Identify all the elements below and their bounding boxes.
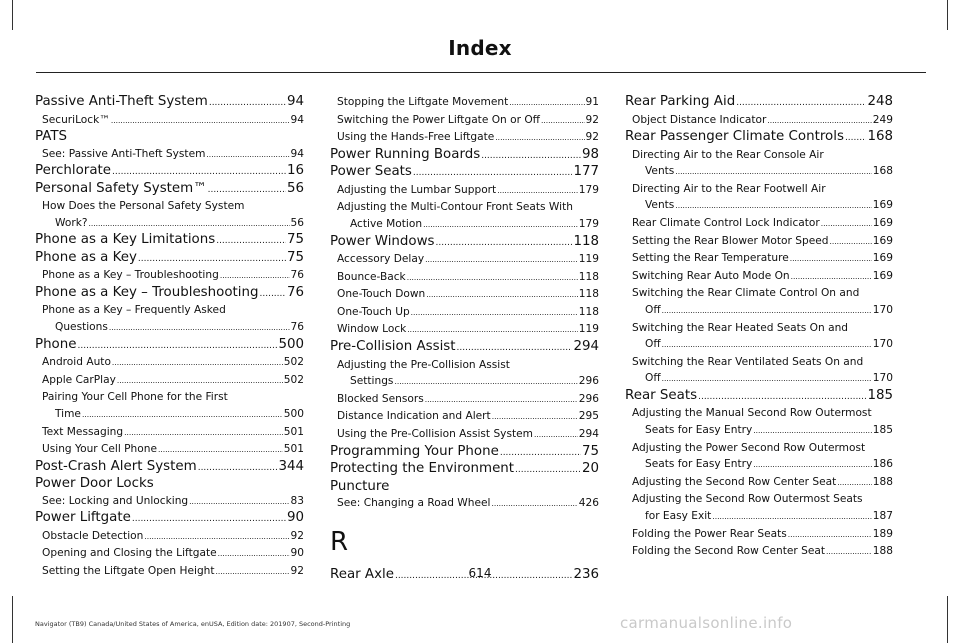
- entry-label: Power Seats: [330, 164, 412, 180]
- dot-leader: [77, 338, 277, 355]
- index-subentry-text: Adjusting the Multi-Contour Front Seats With: [337, 201, 573, 214]
- entry-label: Switching the Power Liftgate On or Off: [337, 113, 540, 126]
- entry-page-number: 185: [872, 424, 893, 436]
- entry-label: Phone as a Key – Troubleshooting: [42, 269, 219, 282]
- entry-page-number: 83: [290, 494, 304, 507]
- entry-page-number: 179: [578, 183, 599, 196]
- index-subentry: [625, 508, 893, 526]
- index-subentry: [35, 354, 304, 372]
- entry-page-number: 500: [283, 407, 304, 420]
- dot-leader: [500, 445, 581, 462]
- entry-label: Folding the Second Row Center Seat: [632, 545, 826, 558]
- entry-page-number: 169: [872, 199, 893, 212]
- index-subentry: [35, 493, 304, 511]
- dot-leader: [260, 286, 286, 303]
- entry-label: Pre-Collision Assist: [330, 339, 456, 355]
- entry-label: Off: [645, 303, 661, 316]
- entry-page-number: 169: [872, 252, 893, 265]
- dot-leader: [753, 423, 872, 440]
- dot-leader: [423, 217, 578, 234]
- entry-page-number: 179: [578, 217, 599, 230]
- index-column-2: [330, 94, 599, 584]
- entry-page-number: 296: [578, 375, 599, 388]
- entry-page-number: 94: [290, 147, 304, 160]
- entry-page-number: 189: [872, 527, 893, 540]
- page-title: Index: [448, 36, 512, 60]
- entry-page-number: 295: [578, 410, 599, 423]
- index-entry: [35, 94, 304, 112]
- entry-page-number: 76: [286, 284, 304, 300]
- dot-leader: [216, 233, 286, 250]
- index-subentry: [35, 424, 304, 442]
- entry-label: Vents: [645, 165, 675, 178]
- entry-label: Using the Pre-Collision Assist System: [337, 427, 533, 440]
- entry-page-number: 119: [578, 253, 599, 266]
- index-entry: [35, 250, 304, 268]
- entry-page-number: 170: [872, 303, 893, 316]
- index-entry: [35, 285, 304, 303]
- dot-leader: [675, 198, 871, 215]
- entry-page-number: 98: [581, 146, 599, 162]
- dot-leader: [497, 183, 578, 200]
- dot-leader: [826, 544, 872, 561]
- index-subentry: [625, 112, 893, 130]
- dot-leader: [138, 251, 286, 268]
- entry-page-number: 56: [286, 180, 304, 196]
- dot-leader: [411, 305, 578, 322]
- entry-page-number: 294: [573, 339, 599, 355]
- index-subentry: [330, 112, 599, 130]
- entry-page-number: 170: [872, 338, 893, 351]
- index-subentry: [330, 129, 599, 147]
- dot-leader: [426, 287, 578, 304]
- dot-leader: [206, 147, 289, 164]
- dot-leader: [791, 269, 872, 286]
- entry-label: for Easy Exit: [645, 509, 712, 522]
- index-subentry: [625, 456, 893, 474]
- index-entry: [35, 510, 304, 528]
- dot-leader: [88, 216, 289, 233]
- entry-page-number: 94: [286, 94, 304, 109]
- index-subentry: [625, 422, 893, 440]
- entry-page-number: 20: [581, 461, 599, 476]
- dot-leader: [837, 475, 871, 492]
- entry-label: Rear Axle: [330, 566, 394, 582]
- dot-leader: [712, 509, 871, 526]
- entry-page-number: 76: [290, 321, 304, 334]
- dot-leader: [515, 462, 581, 479]
- dot-leader: [662, 371, 872, 388]
- dot-leader: [509, 95, 584, 112]
- entry-label: Power Liftgate: [35, 510, 131, 526]
- entry-label: See: Passive Anti-Theft System: [42, 147, 206, 160]
- dot-leader: [767, 113, 871, 130]
- index-subentry: [35, 146, 304, 164]
- index-subentry: [625, 215, 893, 233]
- index-entry: [35, 181, 304, 199]
- entry-page-number: 236: [573, 566, 599, 582]
- dot-leader: [491, 496, 577, 513]
- index-subentry: [330, 391, 599, 409]
- dot-leader: [753, 457, 872, 474]
- dot-leader: [425, 252, 578, 269]
- entry-label: Seats for Easy Entry: [645, 458, 753, 471]
- entry-label: Off: [645, 338, 661, 351]
- entry-page-number: 16: [286, 163, 304, 179]
- index-entry: [35, 459, 304, 477]
- dot-leader: [144, 529, 289, 546]
- entry-page-number: 501: [283, 443, 304, 456]
- entry-page-number: 185: [867, 387, 893, 403]
- entry-label: One-Touch Down: [337, 288, 426, 301]
- entry-label: Folding the Power Rear Seats: [632, 527, 787, 540]
- index-entry: [330, 339, 599, 357]
- index-entry: [625, 94, 893, 112]
- entry-label: Window Lock: [337, 323, 407, 336]
- index-entry: [35, 337, 304, 355]
- title-divider: [36, 72, 926, 73]
- dot-leader: [111, 113, 290, 130]
- entry-page-number: 92: [585, 113, 599, 126]
- entry-label: Rear Climate Control Lock Indicator: [632, 216, 820, 229]
- dot-leader: [407, 270, 578, 287]
- dot-leader: [218, 546, 290, 563]
- entry-page-number: 248: [867, 94, 893, 109]
- dot-leader: [407, 322, 577, 339]
- index-subentry-text: Pairing Your Cell Phone for the First: [42, 391, 228, 404]
- dot-leader: [736, 95, 866, 112]
- index-subentry-text: Switching the Rear Heated Seats On and: [632, 321, 849, 334]
- entry-page-number: 118: [578, 288, 599, 301]
- entry-page-number: 75: [581, 443, 599, 459]
- index-subentry: [330, 408, 599, 426]
- entry-page-number: 249: [872, 113, 893, 126]
- dot-leader: [112, 164, 286, 181]
- index-subentry: [625, 250, 893, 268]
- index-entry: [330, 234, 599, 252]
- entry-label: Rear Seats: [625, 387, 698, 403]
- entry-label: Work?: [55, 216, 88, 229]
- entry-label: See: Changing a Road Wheel: [337, 497, 491, 509]
- entry-page-number: 169: [872, 234, 893, 247]
- dot-leader: [481, 148, 581, 165]
- index-subentry: [330, 426, 599, 444]
- entry-page-number: 94: [290, 113, 304, 126]
- index-subentry: [625, 543, 893, 561]
- entry-label: Android Auto: [42, 356, 111, 369]
- entry-page-number: 188: [872, 545, 893, 558]
- index-subentry: [625, 370, 893, 388]
- corner-mark-bottom-right: [947, 596, 948, 643]
- watermark: carmanualsonline.info: [620, 614, 793, 632]
- index-subentry: [330, 286, 599, 304]
- entry-page-number: 75: [286, 232, 304, 248]
- dot-leader: [534, 427, 578, 444]
- entry-page-number: 502: [283, 373, 304, 386]
- dot-leader: [209, 95, 286, 112]
- entry-page-number: 187: [872, 509, 893, 522]
- entry-page-number: 186: [872, 458, 893, 471]
- entry-label: Stopping the Liftgate Movement: [337, 96, 509, 108]
- entry-page-number: 90: [290, 547, 304, 560]
- index-subentry: [330, 251, 599, 269]
- dot-leader: [189, 494, 289, 511]
- entry-page-number: 92: [585, 131, 599, 144]
- entry-label: Apple CarPlay: [42, 373, 116, 386]
- index-subentry: [330, 94, 599, 112]
- index-subentry: [330, 269, 599, 287]
- entry-page-number: 56: [290, 216, 304, 229]
- index-subentry: [35, 545, 304, 563]
- dot-leader: [208, 182, 286, 199]
- entry-page-number: 168: [867, 129, 893, 145]
- entry-label: Seats for Easy Entry: [645, 424, 753, 436]
- dot-leader: [436, 235, 573, 252]
- entry-label: Passive Anti-Theft System: [35, 94, 208, 109]
- index-subentry: [35, 441, 304, 459]
- entry-label: Accessory Delay: [337, 253, 425, 266]
- entry-page-number: 91: [585, 96, 599, 108]
- entry-page-number: 502: [283, 356, 304, 369]
- dot-leader: [112, 355, 283, 372]
- dot-leader: [132, 511, 286, 528]
- index-subentry: [35, 267, 304, 285]
- dot-leader: [829, 234, 871, 251]
- index-subentry-text: Phone as a Key – Frequently Asked: [42, 304, 226, 317]
- entry-label: Time: [55, 407, 81, 420]
- entry-label: Off: [645, 372, 661, 385]
- entry-page-number: 169: [872, 269, 893, 282]
- entry-label: Setting the Rear Temperature: [632, 252, 789, 265]
- dot-leader: [158, 442, 283, 459]
- index-subentry: [625, 474, 893, 492]
- index-entry: [330, 461, 599, 479]
- dot-leader: [109, 320, 290, 337]
- entry-page-number: 118: [578, 270, 599, 283]
- entry-label: Blocked Sensors: [337, 392, 424, 405]
- dot-leader: [124, 425, 283, 442]
- entry-label: Bounce-Back: [337, 270, 406, 283]
- entry-label: Perchlorate: [35, 163, 112, 179]
- entry-label: Phone as a Key Limitations: [35, 232, 216, 248]
- dot-leader: [492, 409, 578, 426]
- index-column-3: [625, 94, 893, 561]
- entry-label: Object Distance Indicator: [632, 113, 767, 126]
- entry-label: Personal Safety System™: [35, 180, 207, 196]
- index-subentry: [625, 163, 893, 181]
- entry-label: Programming Your Phone: [330, 443, 499, 459]
- entry-page-number: 92: [290, 529, 304, 542]
- index-subentry: [35, 528, 304, 546]
- entry-label: Obstacle Detection: [42, 529, 144, 542]
- index-subentry: [625, 526, 893, 544]
- entry-page-number: 500: [278, 336, 304, 352]
- entry-page-number: 119: [578, 323, 599, 336]
- entry-label: See: Locking and Unlocking: [42, 494, 189, 507]
- entry-label: Rear Parking Aid: [625, 94, 736, 109]
- entry-page-number: 168: [872, 165, 893, 178]
- index-subentry: [35, 215, 304, 233]
- entry-label: Post-Crash Alert System: [35, 458, 197, 474]
- entry-label: Vents: [645, 199, 675, 212]
- index-subentry: [625, 302, 893, 320]
- index-subentry: [330, 321, 599, 339]
- dot-leader: [698, 389, 866, 406]
- page-number: 614: [468, 566, 492, 580]
- index-entry: [330, 147, 599, 165]
- dot-leader: [662, 303, 872, 320]
- entry-label: Phone: [35, 336, 77, 352]
- index-entry: [35, 232, 304, 250]
- corner-mark-top-right: [947, 0, 948, 30]
- entry-page-number: 118: [578, 305, 599, 318]
- entry-label: Switching Rear Auto Mode On: [632, 269, 790, 282]
- entry-label: Settings: [350, 375, 394, 388]
- entry-page-number: 344: [278, 458, 304, 474]
- dot-leader: [845, 130, 867, 147]
- index-subentry: [625, 197, 893, 215]
- dot-leader: [394, 374, 577, 391]
- entry-label: Setting the Liftgate Open Height: [42, 565, 215, 577]
- dot-leader: [541, 113, 585, 130]
- dot-leader: [495, 130, 584, 147]
- index-subentry-text: Switching the Rear Ventilated Seats On and: [632, 355, 864, 368]
- entry-page-number: 92: [290, 565, 304, 577]
- entry-page-number: 170: [872, 372, 893, 385]
- index-subentry: [625, 336, 893, 354]
- dot-leader: [675, 164, 871, 181]
- entry-label: Adjusting the Lumbar Support: [337, 183, 497, 196]
- index-entry: [625, 388, 893, 406]
- corner-mark-top-left: [12, 0, 13, 30]
- entry-label: Protecting the Environment: [330, 461, 515, 476]
- entry-label: SecuriLock™: [42, 113, 110, 126]
- entry-label: Distance Indication and Alert: [337, 410, 491, 423]
- index-subentry: [35, 406, 304, 424]
- index-subentry-text: Adjusting the Power Second Row Outermost: [632, 441, 866, 454]
- entry-page-number: 75: [286, 249, 304, 265]
- corner-mark-bottom-left: [12, 596, 13, 643]
- index-subentry: [625, 268, 893, 286]
- index-subentry: [35, 372, 304, 390]
- index-subentry: [35, 319, 304, 337]
- index-subentry-text: Adjusting the Pre-Collision Assist: [337, 358, 510, 371]
- index-subentry: [35, 112, 304, 130]
- entry-page-number: 296: [578, 392, 599, 405]
- entry-page-number: 426: [578, 497, 599, 509]
- index-entry: [35, 163, 304, 181]
- document-info: Navigator (TB9) Canada/United States of America, enUSA, Edition date: 201907, Second-Printing: [35, 620, 351, 628]
- index-subentry: [330, 216, 599, 234]
- dot-leader: [198, 460, 278, 477]
- entry-label: Power Running Boards: [330, 146, 481, 162]
- entry-label: Questions: [55, 321, 108, 334]
- dot-leader: [425, 392, 578, 409]
- dot-leader: [82, 407, 283, 424]
- index-subentry-text: Switching the Rear Climate Control On and: [632, 287, 860, 300]
- entry-page-number: 76: [290, 269, 304, 282]
- index-heading: PATS: [35, 129, 68, 145]
- entry-label: Phone as a Key – Troubleshooting: [35, 284, 259, 300]
- dot-leader: [788, 527, 872, 544]
- entry-label: Using the Hands-Free Liftgate: [337, 131, 495, 144]
- entry-label: Adjusting the Second Row Center Seat: [632, 475, 837, 488]
- index-subentry-text: Adjusting the Manual Second Row Outermost: [632, 407, 872, 420]
- index-subentry: [330, 495, 599, 513]
- index-subentry-text: Adjusting the Second Row Outermost Seats: [632, 493, 863, 506]
- index-subentry: [330, 304, 599, 322]
- dot-leader: [662, 337, 872, 354]
- entry-page-number: 118: [573, 233, 599, 249]
- index-subentry-text: Directing Air to the Rear Footwell Air: [632, 182, 826, 195]
- entry-label: Opening and Closing the Liftgate: [42, 547, 217, 560]
- index-subentry: [330, 182, 599, 200]
- entry-page-number: 188: [872, 475, 893, 488]
- index-entry: [330, 164, 599, 182]
- entry-label: Text Messaging: [42, 425, 124, 438]
- dot-leader: [413, 165, 573, 182]
- entry-label: Phone as a Key: [35, 249, 137, 265]
- entry-label: One-Touch Up: [337, 305, 410, 318]
- index-subentry-text: How Does the Personal Safety System: [42, 200, 245, 213]
- entry-page-number: 501: [283, 425, 304, 438]
- index-heading: Puncture: [330, 478, 390, 494]
- entry-page-number: 177: [573, 164, 599, 180]
- section-letter: R: [330, 526, 349, 557]
- index-heading: Power Door Locks: [35, 476, 154, 492]
- index-entry: [330, 444, 599, 462]
- dot-leader: [821, 216, 872, 233]
- index-column-1: [35, 94, 304, 581]
- dot-leader: [220, 268, 290, 285]
- dot-leader: [457, 340, 573, 357]
- entry-label: Active Motion: [350, 217, 423, 230]
- entry-page-number: 90: [286, 510, 304, 526]
- index-subentry-text: Directing Air to the Rear Console Air: [632, 148, 824, 161]
- entry-page-number: 294: [578, 427, 599, 440]
- entry-label: Using Your Cell Phone: [42, 443, 157, 456]
- index-subentry: [625, 233, 893, 251]
- entry-label: Rear Passenger Climate Controls: [625, 129, 844, 145]
- entry-label: Setting the Rear Blower Motor Speed: [632, 234, 829, 247]
- dot-leader: [790, 251, 872, 268]
- entry-label: Power Windows: [330, 233, 435, 249]
- index-entry: [625, 129, 893, 147]
- entry-page-number: 169: [872, 216, 893, 229]
- dot-leader: [117, 373, 283, 390]
- index-subentry: [330, 373, 599, 391]
